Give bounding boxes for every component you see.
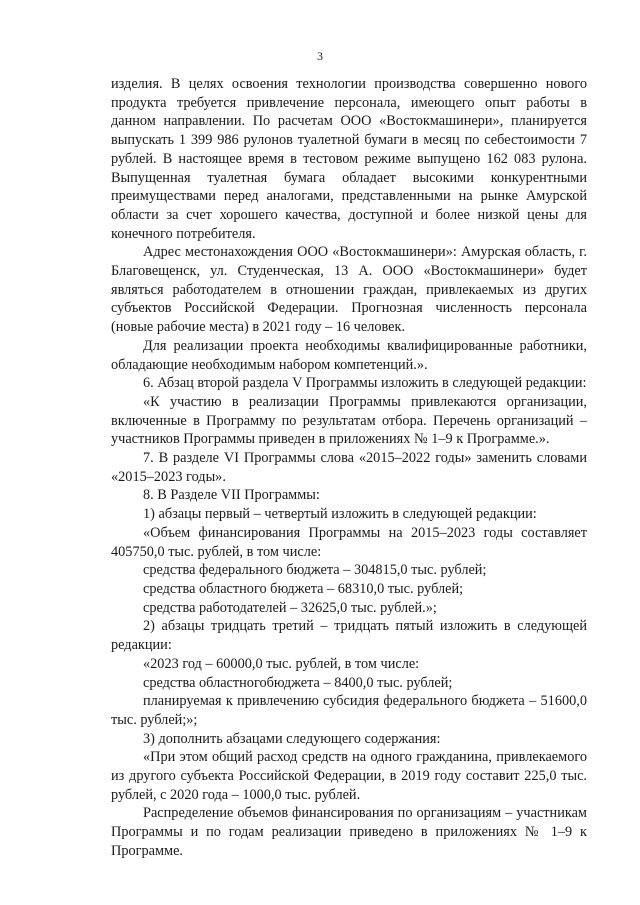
paragraph: средства областного бюджета – 68310,0 тыс. рублей; <box>143 580 464 597</box>
paragraph: 3) дополнить абзацами следующего содержания: <box>143 730 441 747</box>
paragraph: средства федерального бюджета – 304815,0 тыс. рублей; <box>143 562 487 579</box>
paragraph: Распределение объемов финансирования по организациям – участникам Программы и по годам реализации приведено в приложениях № 1–9 к Программе. <box>111 805 587 859</box>
paragraph: «Объем финансирования Программы на 2015–2023 годы составляет 405750,0 тыс. рублей, в том числе: <box>111 524 587 560</box>
paragraph: 6. Абзац второй раздела V Программы изложить в следующей редакции: <box>143 375 587 392</box>
paragraph: «2023 год – 60000,0 тыс. рублей, в том числе: <box>143 655 420 672</box>
paragraph: «При этом общий расход средств на одного гражданина, привлекаемого из другого субъекта Российской Федерации, в 2019 году составит 225,0 тыс. рублей, с 2020 года – 1000,0 тыс. рублей. <box>111 749 587 803</box>
paragraph: Для реализации проекта необходимы квалифицированные работники, обладающие необходимым набором компетенций.». <box>111 337 587 373</box>
paragraph: средства областногобюджета – 8400,0 тыс. рублей; <box>143 674 453 691</box>
paragraph: 8. В Разделе VII Программы: <box>143 487 320 504</box>
paragraph: средства работодателей – 32625,0 тыс. рублей.»; <box>143 599 437 616</box>
document-body <box>111 75 587 861</box>
paragraph: «К участию в реализации Программы привлекаются организации, включенные в Программу по результатам отбора. Перечень организаций – участников Программы приведен в приложениях № 1–9 к Программе.». <box>111 393 587 448</box>
paragraph: 1) абзацы первый – четвертый изложить в следующей редакции: <box>143 506 537 523</box>
paragraph: изделия. В целях освоения технологии производства совершенно нового продукта требуется привлечение персонала, имеющего опыт работы в данном направлении. По расчетам ООО «Востокмашинери», планируется выпускать 1 399 986 рулонов туалетной бумаги в месяц по себестоимости 7 рублей. В настоящее время в тестовом режиме выпущено 162 083 рулона. Выпущенная туалетная бумага обладает высокими конкурентными преимуществами перед аналогами, представленными на рынке Амурской области за счет хорошего качества, доступной и более низкой цены для конечного потребителя. <box>111 76 587 242</box>
paragraph: планируемая к привлечению субсидия федерального бюджета – 51600,0 тыс. рублей;»; <box>111 693 587 728</box>
paragraph: Адрес местонахождения ООО «Востокмашинери»: Амурская область, г. Благовещенск, ул. Студенческая, 13 А. ООО «Востокмашинери» будет являться работодателем в отношении граждан, привлекаемых из других субъектов Российской Федерации. Прогнозная численность персонала (новые рабочие места) в 2021 году – 16 человек. <box>111 244 587 336</box>
page-number: 3 <box>317 49 323 63</box>
paragraph: 7. В разделе VI Программы слова «2015–2022 годы» заменить словами «2015–2023 годы». <box>111 450 587 485</box>
paragraph: 2) абзацы тридцать третий – тридцать пятый изложить в следующей редакции: <box>111 618 587 654</box>
